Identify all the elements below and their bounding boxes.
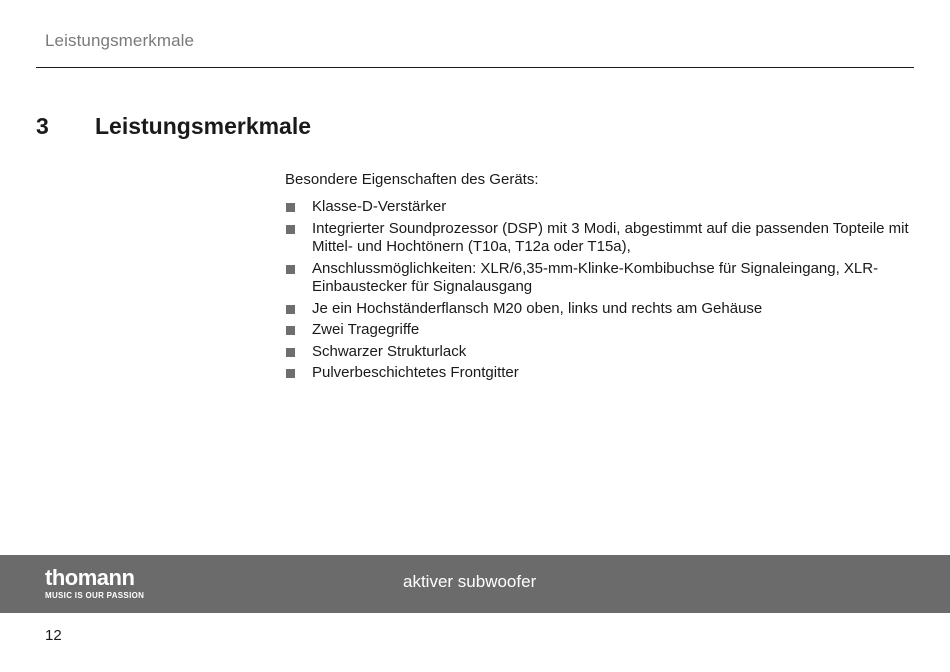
list-item <box>286 300 916 319</box>
header-divider <box>36 67 914 68</box>
thomann-logo <box>45 567 144 600</box>
footer-product-name: aktiver subwoofer <box>403 572 537 591</box>
list-item <box>286 198 916 217</box>
logo-tagline: MUSIC IS OUR PASSION <box>45 591 145 600</box>
feature-text: Zwei Tragegriffe <box>312 321 420 338</box>
page-number: 12 <box>45 627 62 644</box>
footer-band <box>0 555 950 613</box>
feature-text: Je ein Hochständerflansch M20 oben, links und rechts am Gehäuse <box>312 299 763 317</box>
bullet-square-icon <box>286 305 295 314</box>
list-item <box>286 220 916 257</box>
feature-text: Anschlussmöglichkeiten: XLR/6,35-mm-Klinke-Kombibuchse für Signaleingang, XLR-Einbaustecker für Signalausgang <box>312 259 879 295</box>
running-header: Leistungsmerkmale <box>45 31 195 50</box>
bullet-square-icon <box>286 203 295 212</box>
bullet-square-icon <box>286 326 295 335</box>
feature-text: Integrierter Soundprozessor (DSP) mit 3 Modi, abgestimmt auf die passenden Topteile mit Mittel- und Hochtönern (T10a, T12a oder T15a), <box>312 219 909 255</box>
bullet-square-icon <box>286 265 295 274</box>
feature-text: Schwarzer Strukturlack <box>312 342 467 360</box>
bullet-square-icon <box>286 369 295 378</box>
intro-text: Besondere Eigenschaften des Geräts: <box>285 171 539 188</box>
list-item <box>286 343 916 362</box>
bullet-square-icon <box>286 225 295 234</box>
logo-wordmark: thomann <box>45 565 135 590</box>
feature-list <box>286 198 916 386</box>
list-item <box>286 321 916 340</box>
bullet-square-icon <box>286 348 295 357</box>
list-item <box>286 364 916 383</box>
feature-text: Klasse-D-Verstärker <box>312 198 447 215</box>
section-title: Leistungsmerkmale <box>95 113 312 139</box>
section-number: 3 <box>36 113 49 139</box>
list-item <box>286 260 916 297</box>
feature-text: Pulverbeschichtetes Frontgitter <box>312 364 519 381</box>
